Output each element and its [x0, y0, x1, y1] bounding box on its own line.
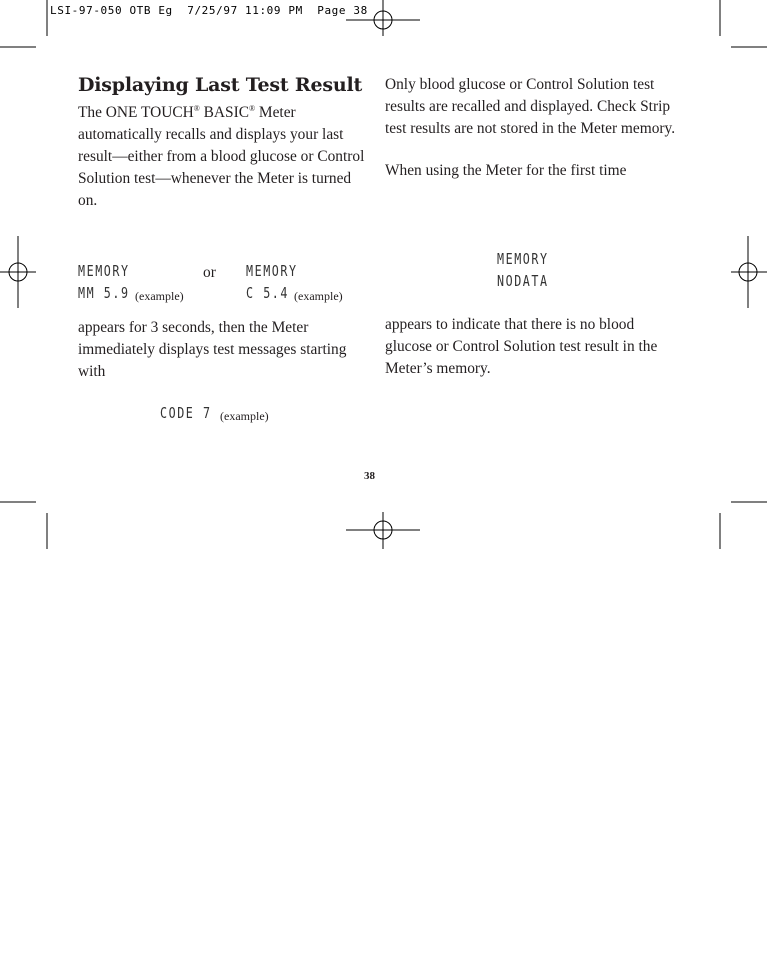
lcd-code-display: CODE 7	[160, 404, 212, 422]
example-note: (example)	[294, 289, 343, 303]
left-column	[78, 74, 368, 212]
lcd-display-b-line2: C 5.4	[246, 284, 290, 302]
lcd-display-a-line2: MM 5.9	[78, 284, 130, 302]
intro-text-2: BASIC	[199, 104, 249, 121]
no-data-paragraph: appears to indicate that there is no blood glucose or Control Solution test result in the Meter’s memory.	[385, 316, 658, 377]
lcd-display-c-line2: NODATA	[497, 272, 549, 290]
lcd-display-c-line1: MEMORY	[497, 250, 549, 268]
no-data-text	[385, 314, 675, 380]
printer-slug: LSI-97-050 OTB Eg 7/25/97 11:09 PM Page 38	[50, 4, 368, 17]
recall-paragraph: Only blood glucose or Control Solution test results are recalled and displayed. Check Strip test results are not stored in the Meter memory.	[385, 76, 676, 137]
page-number: 38	[364, 470, 375, 482]
after-displays-text	[78, 317, 358, 383]
registered-mark: ®	[193, 103, 200, 113]
section-heading: Displaying Last Test Result	[78, 74, 363, 96]
intro-paragraph	[78, 102, 368, 212]
after-paragraph: appears for 3 seconds, then the Meter immediately displays test messages starting with	[78, 319, 347, 380]
lcd-display-b-line1: MEMORY	[246, 262, 298, 280]
first-use-paragraph: When using the Meter for the first time	[385, 162, 627, 179]
right-column	[385, 74, 685, 182]
example-note: (example)	[220, 409, 269, 423]
example-note: (example)	[135, 289, 184, 303]
intro-text-1: The ONE TOUCH	[78, 104, 194, 121]
or-word: or	[203, 264, 216, 281]
lcd-display-a-line1: MEMORY	[78, 262, 130, 280]
intro-text-3: Meter automatically recalls and displays your last result—either from a blood glucose or Control Solution test—whenever the Meter is turned on.	[78, 104, 365, 209]
registered-mark: ®	[248, 103, 256, 113]
